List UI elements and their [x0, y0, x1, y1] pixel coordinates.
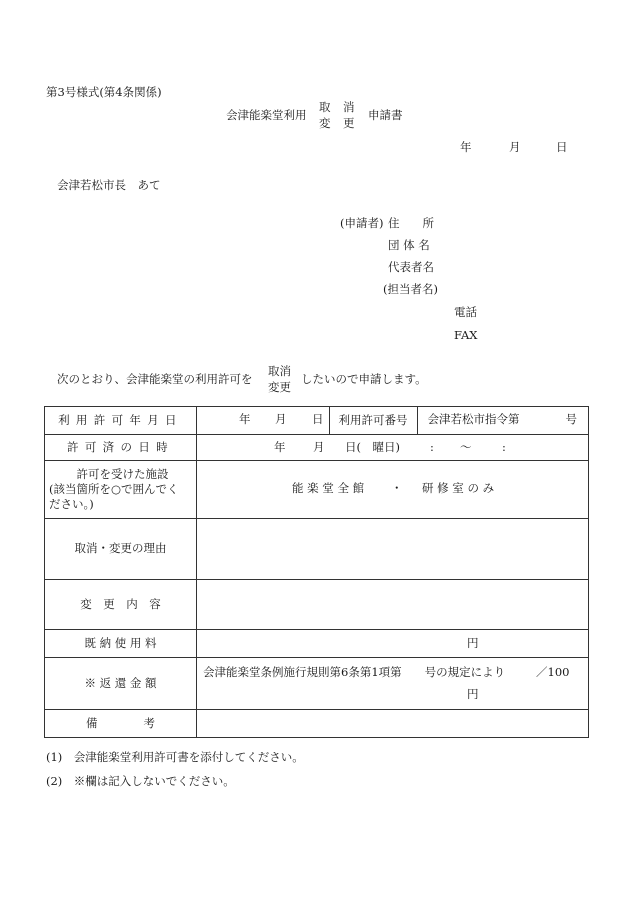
- note-1: (1) 会津能楽堂利用許可書を添付してください。: [46, 750, 304, 764]
- refund-amount-cell[interactable]: [197, 658, 589, 710]
- paid-fee-label: 既 納 使 用 料: [45, 630, 197, 658]
- permitted-month: 月: [313, 440, 325, 454]
- table-row: [45, 710, 589, 738]
- date-year: 年: [460, 140, 472, 154]
- note-2: (2) ※欄は記入しないでください。: [46, 774, 235, 788]
- table-row: [45, 435, 589, 461]
- refund-rule-text: 会津能楽堂条例施行規則第6条第1項第 号の規定により: [203, 665, 506, 679]
- statement-option-change: 変更: [268, 380, 291, 394]
- permitted-colon-end: :: [502, 440, 506, 454]
- applicant-representative-label: 代表者名: [388, 260, 434, 274]
- title-prefix: 会津能楽堂利用: [226, 108, 307, 122]
- statement-after: したいので申請します。: [301, 372, 427, 386]
- addressee: 会津若松市長 あて: [57, 178, 161, 192]
- permitted-datetime-label: 許可済の日時: [45, 435, 197, 461]
- applicant-contact-label: (担当者名): [383, 282, 438, 296]
- reason-cell[interactable]: [197, 519, 589, 580]
- permit-date-cell[interactable]: [197, 407, 589, 435]
- facility-option-whole-hall[interactable]: 能 楽 堂 全 館: [292, 481, 365, 495]
- permitted-day-weekday: 日( 曜日): [345, 440, 400, 454]
- application-form-table: [44, 406, 589, 738]
- date-day: 日: [556, 140, 568, 154]
- paid-fee-unit: 円: [467, 636, 479, 650]
- permit-number-prefix: 会津若松市指令第: [427, 412, 520, 426]
- paid-fee-cell[interactable]: [197, 630, 589, 658]
- statement-option-cancel: 取消: [268, 364, 291, 378]
- permit-year: 年: [239, 412, 251, 426]
- applicant-phone-label: 電話: [454, 305, 477, 319]
- refund-unit: 円: [467, 687, 479, 701]
- change-details-cell[interactable]: [197, 580, 589, 630]
- refund-amount-label: ※ 返 還 金 額: [45, 658, 197, 710]
- applicant-label: (申請者): [340, 216, 384, 230]
- refund-ratio: ／100: [536, 665, 570, 679]
- permitted-colon-start: :: [430, 440, 434, 454]
- applicant-address-label: 住 所: [388, 216, 434, 230]
- title-suffix: 申請書: [368, 108, 403, 122]
- permitted-datetime-cell[interactable]: [197, 435, 589, 461]
- table-row: [45, 580, 589, 630]
- statement-before: 次のとおり、会津能楽堂の利用許可を: [57, 372, 253, 386]
- table-row: [45, 461, 589, 519]
- title-option-change-b: 更: [343, 116, 355, 130]
- facility-label-line3: ださい。): [49, 496, 94, 511]
- applicant-fax-label: FAX: [454, 328, 478, 342]
- table-row: [45, 630, 589, 658]
- table-row: [45, 658, 589, 710]
- facility-label: [45, 461, 197, 519]
- facility-option-separator: ・: [391, 481, 403, 495]
- permit-date-label: 利用許可年月日: [45, 407, 197, 435]
- facility-label-line1: 許可を受けた施設: [76, 467, 169, 482]
- title-option-cancel-b: 消: [343, 100, 355, 114]
- title-option-cancel-a: 取: [319, 100, 331, 114]
- applicant-group-label: 団 体 名: [388, 238, 430, 252]
- remarks-cell[interactable]: [197, 710, 589, 738]
- permit-number-suffix: 号: [565, 412, 577, 426]
- title-option-change-a: 変: [319, 116, 331, 130]
- date-month: 月: [509, 140, 521, 154]
- table-row: [45, 407, 589, 435]
- facility-option-training-room[interactable]: 研 修 室 の み: [422, 481, 495, 495]
- facility-label-line2: (該当箇所を○で囲んでく: [49, 482, 179, 497]
- permit-day: 日: [312, 412, 324, 426]
- permit-number-label: 利用許可番号: [329, 407, 417, 434]
- reason-label: 取消・変更の理由: [45, 519, 197, 580]
- table-row: [45, 519, 589, 580]
- change-details-label: 変 更 内 容: [45, 580, 197, 630]
- remarks-label: 備 考: [45, 710, 197, 738]
- permit-month: 月: [275, 412, 287, 426]
- facility-cell[interactable]: [197, 461, 589, 519]
- permitted-tilde: 〜: [460, 440, 472, 454]
- form-id: 第3号様式(第4条関係): [46, 85, 162, 99]
- permitted-year: 年: [274, 440, 286, 454]
